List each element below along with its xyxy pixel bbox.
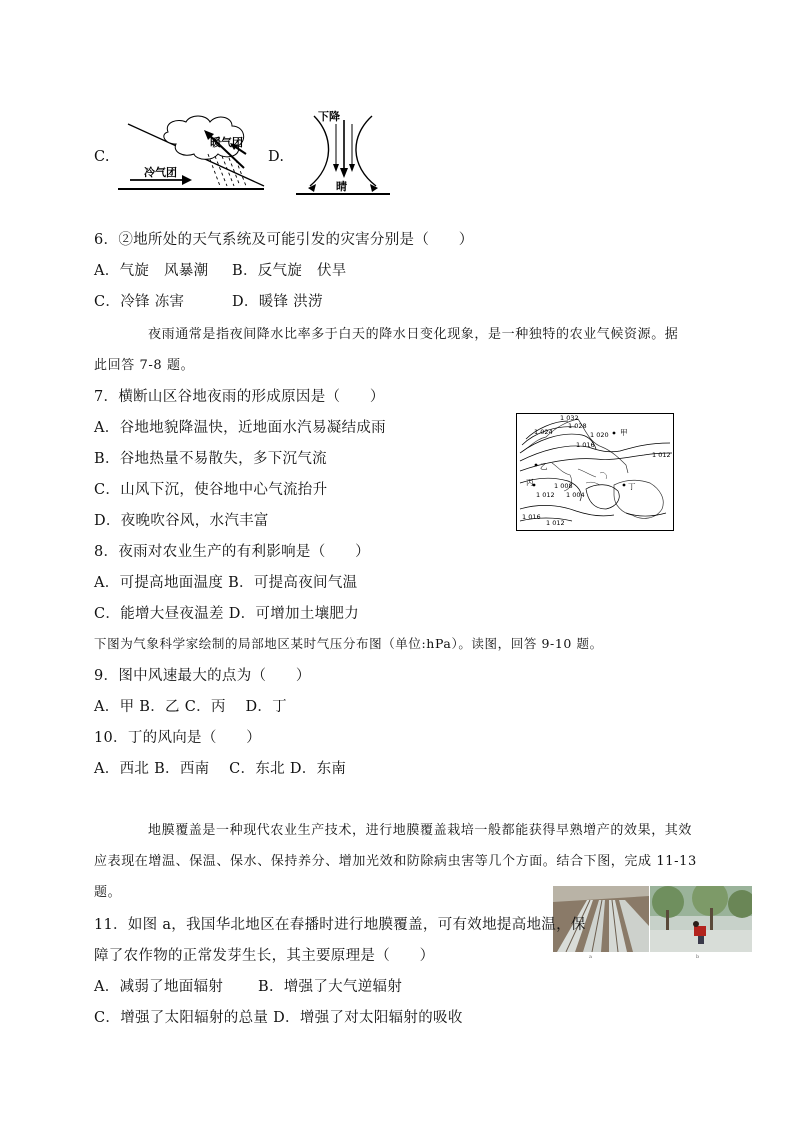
isobar-label: 1 020 bbox=[590, 431, 609, 439]
isobar-label: 1 024 bbox=[534, 428, 553, 436]
descending-text: 下降 bbox=[318, 110, 340, 123]
photo-b-label: b bbox=[696, 954, 700, 960]
option-c-label: C. bbox=[94, 149, 110, 165]
option-d-label: D. bbox=[268, 149, 285, 165]
q11-stem-line1: 11．如图 a，我国华北地区在春播时进行地膜覆盖，可有效地提高地温，保 bbox=[94, 917, 586, 933]
passage-7-8-line2: 此回答 7-8 题。 bbox=[94, 358, 195, 373]
q7-option-d: D．夜晚吹谷风，水汽丰富 bbox=[94, 513, 269, 529]
q10-options: A．西北 B．西南 C．东北 D．东南 bbox=[94, 761, 347, 777]
isobar-label: 1 016 bbox=[522, 513, 541, 521]
q8-stem: 8．夜雨对农业生产的有利影响是（ ） bbox=[94, 544, 370, 560]
isobar-label: 1 016 bbox=[576, 441, 595, 449]
passage-11-13-line1: 地膜覆盖是一种现代农业生产技术，进行地膜覆盖栽培一般都能获得早熟增产的效果，其效 bbox=[148, 823, 693, 838]
q10-stem: 10．丁的风向是（ ） bbox=[94, 730, 262, 746]
q11-option-b: B．增强了大气逆辐射 bbox=[258, 979, 403, 995]
q11-option-a: A．减弱了地面辐射 bbox=[94, 979, 224, 995]
photo-b-orchard-mulch bbox=[650, 886, 752, 952]
q9-stem: 9．图中风速最大的点为（ ） bbox=[94, 668, 311, 684]
point-ding: 丁 bbox=[628, 482, 636, 491]
point-yi: 乙 bbox=[540, 462, 548, 471]
isobar-label: 1 004 bbox=[566, 491, 585, 499]
pressure-map bbox=[516, 413, 674, 531]
q7-option-a: A．谷地地貌降温快，近地面水汽易凝结成雨 bbox=[94, 420, 386, 436]
q6-stem: 6．②地所处的天气系统及可能引发的灾害分别是（ ） bbox=[94, 232, 474, 248]
isobar-label: 1 032 bbox=[560, 414, 579, 422]
q9-options: A．甲 B．乙 C．丙 D．丁 bbox=[94, 699, 287, 715]
cold-mass-text: 冷气团 bbox=[144, 166, 177, 179]
q6-option-b: B．反气旋 伏旱 bbox=[232, 263, 347, 279]
passage-9-10: 下图为气象科学家绘制的局部地区某时气压分布图（单位:hPa）。读图，回答 9-10 题。 bbox=[94, 636, 603, 651]
passage-11-13-line3: 题。 bbox=[94, 885, 122, 900]
q8-options-ab: A．可提高地面温度 B．可提高夜间气温 bbox=[94, 575, 358, 591]
point-jia: 甲 bbox=[620, 428, 628, 437]
front-diagram-c bbox=[116, 110, 266, 190]
passage-11-13-line2: 应表现在增温、保温、保水、保持养分、增加光效和防除病虫害等几个方面。结合下图，完成 11-13 bbox=[94, 854, 697, 869]
rain-lines bbox=[208, 154, 246, 186]
isobar-label: 1 008 bbox=[554, 482, 573, 490]
isobar-label: 1 012 bbox=[546, 519, 565, 527]
q6-option-d: D．暖锋 洪涝 bbox=[232, 294, 323, 310]
isobar-label: 1 012 bbox=[652, 451, 671, 459]
q6-option-c: C．冷锋 冻害 bbox=[94, 294, 185, 310]
isobar-label: 1 012 bbox=[536, 491, 555, 499]
sunny-text: 晴 bbox=[336, 180, 347, 193]
passage-7-8-line1: 夜雨通常是指夜间降水比率多于白天的降水日变化现象，是一种独特的农业气候资源。据 bbox=[148, 327, 679, 342]
anticyclone-diagram-d bbox=[292, 106, 392, 196]
q6-option-a: A．气旋 风暴潮 bbox=[94, 263, 209, 279]
q8-options-cd: C．能增大昼夜温差 D．可增加土壤肥力 bbox=[94, 606, 360, 622]
isobar-label: 1 028 bbox=[568, 422, 587, 430]
q7-option-b: B．谷地热量不易散失，多下沉气流 bbox=[94, 451, 327, 467]
point-bing: 丙 bbox=[526, 478, 534, 487]
q7-stem: 7．横断山区谷地夜雨的形成原因是（ ） bbox=[94, 389, 385, 405]
photo-a-label: a bbox=[589, 954, 592, 960]
warm-mass-text: 暖气团 bbox=[210, 136, 243, 149]
q11-options-cd: C．增强了太阳辐射的总量 D．增强了对太阳辐射的吸收 bbox=[94, 1010, 463, 1026]
q7-option-c: C．山风下沉，使谷地中心气流抬升 bbox=[94, 482, 328, 498]
q11-stem-line2: 障了农作物的正常发芽生长，其主要原理是（ ） bbox=[94, 948, 435, 964]
